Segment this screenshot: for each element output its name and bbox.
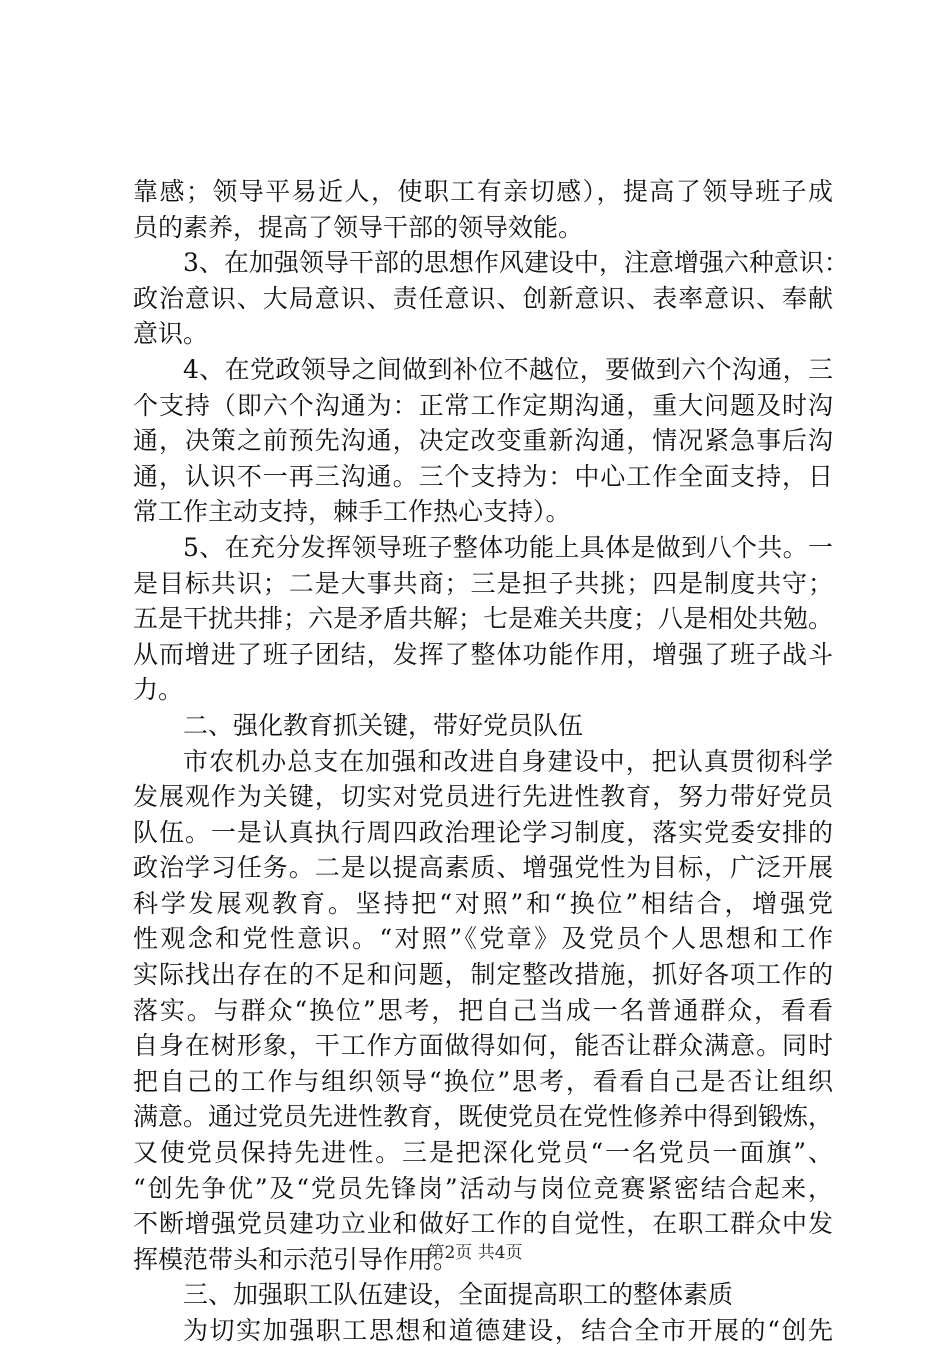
- text-line: 性观念和党性意识。“对照”《党章》及党员个人思想和工作: [133, 924, 833, 954]
- text-line: 从而增进了班子团结，发挥了整体功能作用，增强了班子战斗: [133, 639, 833, 669]
- text-line: 五是干扰共排；六是矛盾共解；七是难关共度；八是相处共勉。: [133, 604, 834, 634]
- text-line: 自身在树形象，干工作方面做得如何，能否让群众满意。同时: [133, 1031, 833, 1061]
- text-line: 政治意识、大局意识、责任意识、创新意识、表率意识、奉献: [133, 283, 833, 313]
- body-text: [133, 174, 849, 1349]
- text-line: 落实。与群众“换位”思考，把自己当成一名普通群众，看看: [133, 995, 833, 1025]
- text-line: 为切实加强职工思想和道德建设，结合全市开展的“创先: [183, 1316, 833, 1345]
- text-line: 政治学习任务。二是以提高素质、增强党性为目标，广泛开展: [133, 853, 833, 883]
- text-line: 又使党员保持先进性。三是把深化党员“一名党员一面旗”、: [133, 1138, 833, 1168]
- text-line: 不断增强党员建功立业和做好工作的自觉性，在职工群众中发: [133, 1209, 833, 1239]
- page-number-footer: 第2页 共4页: [427, 1243, 523, 1263]
- section-heading: 二、强化教育抓关键，带好党员队伍: [183, 710, 584, 740]
- text-line: 5、在充分发挥领导班子整体功能上具体是做到八个共。一: [183, 532, 833, 562]
- section-heading: 三、加强职工队伍建设，全面提高职工的整体素质: [183, 1280, 734, 1310]
- text-line: 4、在党政领导之间做到补位不越位，要做到六个沟通，三: [183, 354, 833, 384]
- text-line: 满意。通过党员先进性教育，既使党员在党性修养中得到锻炼，: [133, 1102, 834, 1132]
- text-line: 靠感；领导平易近人，使职工有亲切感），提高了领导班子成: [133, 177, 833, 206]
- text-line: 是目标共识；二是大事共商；三是担子共挑；四是制度共守；: [133, 568, 833, 598]
- text-line: 把自己的工作与组织领导“换位”思考，看看自己是否让组织: [133, 1066, 833, 1096]
- text-line: 员的素养，提高了领导干部的领导效能。: [133, 212, 584, 242]
- text-line: 意识。: [133, 319, 209, 349]
- text-line: 发展观作为关键，切实对党员进行先进性教育，努力带好党员: [133, 782, 833, 812]
- text-line: 力。: [133, 675, 184, 705]
- text-line: “创先争优”及“党员先锋岗”活动与岗位竞赛紧密结合起来，: [133, 1173, 833, 1203]
- text-line: 通，认识不一再三沟通。三个支持为：中心工作全面支持，日: [133, 461, 833, 491]
- text-line: 通，决策之前预先沟通，决定改变重新沟通，情况紧急事后沟: [133, 426, 833, 456]
- text-line: 实际找出存在的不足和问题，制定整改措施，抓好各项工作的: [133, 960, 833, 990]
- text-line: 市农机办总支在加强和改进自身建设中，把认真贯彻科学: [183, 746, 833, 776]
- text-line: 个支持（即六个沟通为：正常工作定期沟通，重大问题及时沟: [133, 390, 833, 420]
- text-line: 挥模范带头和示范引导作用。: [133, 1244, 459, 1274]
- text-line: 科学发展观教育。坚持把“对照”和“换位”相结合，增强党: [133, 888, 833, 918]
- text-line: 常工作主动支持，棘手工作热心支持）。: [133, 497, 571, 527]
- text-line: 队伍。一是认真执行周四政治理论学习制度，落实党委安排的: [133, 817, 833, 847]
- text-line: 3、在加强领导干部的思想作风建设中，注意增强六种意识：: [183, 248, 849, 278]
